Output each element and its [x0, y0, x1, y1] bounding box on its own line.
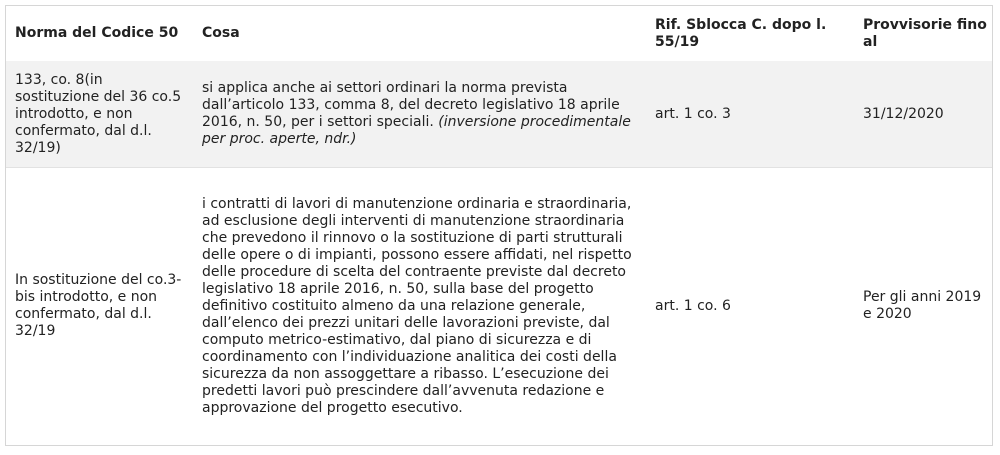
header-norma: Norma del Codice 50 — [6, 6, 192, 61]
table-row — [6, 61, 993, 168]
table-container — [5, 5, 993, 446]
norms-table — [6, 6, 993, 444]
header-rif: Rif. Sblocca C. dopo l. 55/19 — [645, 6, 853, 61]
cell-fino-al: Per gli anni 2019 e 2020 — [853, 168, 993, 445]
cell-rif: art. 1 co. 3 — [645, 61, 853, 168]
cell-cosa — [192, 61, 645, 168]
header-fino-al: Provvisorie fino al — [853, 6, 993, 61]
cosa-text: si applica anche ai settori ordinari la norma prevista dall’articolo 133, comma 8, del decreto legislativo 18 aprile 2016, n. 50, per i settori speciali. — [202, 80, 620, 130]
table-row — [6, 168, 993, 445]
cell-cosa: i contratti di lavori di manutenzione ordinaria e straordinaria, ad esclusione degli interventi di manutenzione straordinaria che prevedono il rinnovo o la sostituzione di parti strutturali delle opere o di impianti, possono essere affidati, nel rispetto delle procedure di scelta del contraente previste dal decreto legislativo 18 aprile 2016, n. 50, sulla base del progetto definitivo costituito almeno da una relazione generale, dall’elenco dei prezzi unitari delle lavorazioni previste, dal computo metrico-estimativo, dal piano di sicurezza e di coordinamento con l’individuazione analitica dei costi della sicurezza da non assoggettare a ribasso. L’esecuzione dei predetti lavori può prescindere dall’avvenuta redazione e approvazione del progetto esecutivo. — [192, 168, 645, 445]
cosa-note: (inversione procedimentale per proc. aperte, ndr.) — [202, 114, 631, 147]
cell-norma: 133, co. 8(in sostituzione del 36 co.5 introdotto, e non confermato, dal d.l. 32/19) — [6, 61, 192, 168]
table-header-row — [6, 6, 993, 61]
cell-rif: art. 1 co. 6 — [645, 168, 853, 445]
cell-norma: In sostituzione del co.3-bis introdotto, e non confermato, dal d.l. 32/19 — [6, 168, 192, 445]
header-cosa: Cosa — [192, 6, 645, 61]
cell-fino-al: 31/12/2020 — [853, 61, 993, 168]
